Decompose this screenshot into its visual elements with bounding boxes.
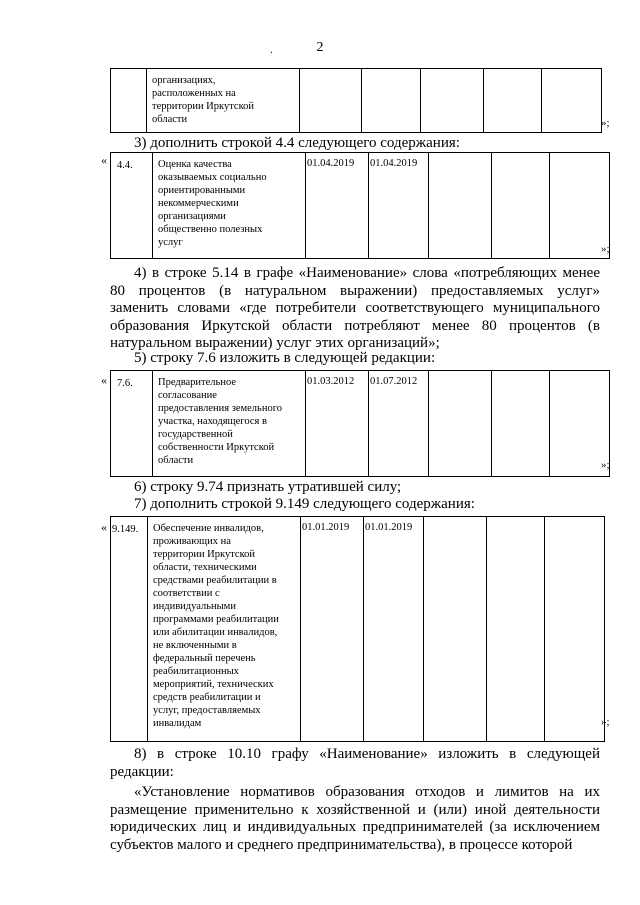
cell-number [111,371,153,477]
item-4: 4) в строке 5.14 в графе «Наименование» слова «потребляющих менее 80 процентов (в натуральном выражении) предоставляемых услуг» заменить словами «где потребители соответствующего муниципального образования Иркутской области потребляют менее 80 процентов (в натуральном выражении) услуг этих организаций»; [110,265,600,351]
stray-mark: . [270,42,273,56]
page-number: 2 [316,40,324,55]
row-name: Предварительное согласование предоставления земельного участка, находящегося в государственной собственности Иркутской области [158,377,283,466]
row-name: Оценка качества оказываемых социально ориентированными некоммерческими организациями общественно полезных услуг [158,159,267,248]
cell-col5 [429,153,492,259]
close-quote: »; [601,117,610,129]
row-number: 7.6. [117,378,133,389]
row-date-end: 01.04.2019 [370,158,418,169]
cell-col6 [492,153,550,259]
cell-date2 [369,371,429,477]
item-7: 7) дополнить строкой 9.149 следующего содержания: [134,496,475,512]
cell-date1 [301,517,364,742]
cell-name [153,153,306,259]
row-date-end: 01.07.2012 [370,376,418,387]
item-8: 8) в строке 10.10 графу «Наименование» изложить в следующей редакции: [110,746,600,780]
cell-date2 [362,69,421,133]
cell-name [148,517,301,742]
table-row-4-4 [110,152,610,259]
item-5: 5) строку 7.6 изложить в следующей редакции: [134,350,436,366]
cell-col5 [429,371,492,477]
row-number: 4.4. [117,160,133,171]
cell-date1 [306,371,369,477]
cell-col7 [545,517,605,742]
row-date-end: 01.01.2019 [365,522,413,533]
open-quote: « [101,373,107,387]
cell-col6 [484,69,542,133]
close-quote: »; [601,243,610,255]
cell-name [153,371,306,477]
cell-number [111,69,147,133]
item-6: 6) строку 9.74 признать утратившей силу; [134,479,402,495]
cell-number [111,153,153,259]
cell-date1 [306,153,369,259]
cell-col6 [487,517,545,742]
cell-date2 [369,153,429,259]
cell-number [111,517,148,742]
cell-date2 [364,517,424,742]
open-quote: « [101,520,107,534]
item-8-quote: «Установление нормативов образования отходов и лимитов на их размещение применительно к хозяйственной и (или) иной деятельности юридических лиц и индивидуальных предпринимателей (за исключением субъектов малого и среднего предпринимательства), в процессе которой [110,784,600,853]
table-continuation [110,68,602,133]
row-name: организациях, расположенных на территории Иркутской области [152,75,255,125]
close-quote: »; [601,459,610,471]
cell-date1 [300,69,362,133]
cell-col5 [421,69,484,133]
cell-col7 [542,69,602,133]
cell-col6 [492,371,550,477]
close-quote: »; [601,716,610,728]
table-row-7-6 [110,370,610,477]
cell-name [147,69,300,133]
item-3: 3) дополнить строкой 4.4 следующего содержания: [134,135,460,151]
row-date-start: 01.03.2012 [307,376,355,387]
row-date-start: 01.01.2019 [302,522,350,533]
cell-col5 [424,517,487,742]
row-number: 9.149. [112,524,139,535]
open-quote: « [101,153,107,167]
table-row-9-149 [110,516,605,742]
row-date-start: 01.04.2019 [307,158,355,169]
row-name: Обеспечение инвалидов, проживающих на территории Иркутской области, техническими средствами реабилитации в соответствии с индивидуальными программами реабилитации или абилитации инвалидов, не включенными в федеральный перечень реабилитационных мероприятий, технических средств реабилитации и услуг, предоставляемых инвалидам [153,523,279,729]
